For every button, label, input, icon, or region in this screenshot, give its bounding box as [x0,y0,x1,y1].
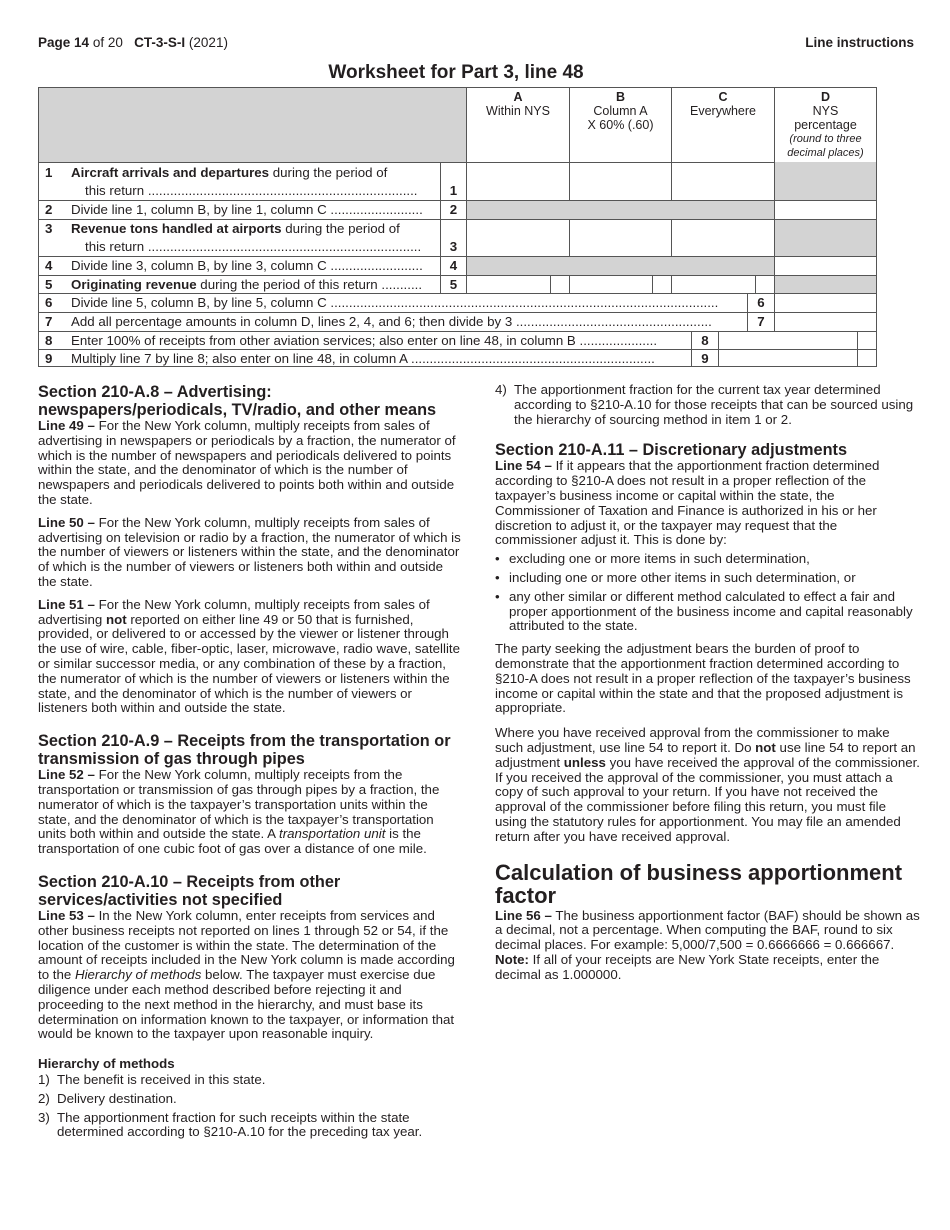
input-8-cents[interactable] [858,331,876,349]
input-6d[interactable] [775,293,876,312]
hierarchy-list [38,1073,463,1140]
shaded-3d [775,220,876,256]
line-box-6: 6 [747,293,775,312]
column-a-header: A Within NYS [467,88,570,162]
line-box-9: 9 [691,349,719,367]
form-year: (2021) [188,35,228,50]
hierarchy-item: 4) The apportionment fraction for the current tax year determined according to §210-A.10 for those receipts that can be sourced using the hierarchy of sourcing method in item 1 or 2. [495,382,914,427]
burden-of-proof-paragraph: The party seeking the adjustment bears the burden of proof to demonstrate that the apportionment fraction determined according to §210-A does not result in a proper reflection of the taxpayer’s business income or capital within the state and that the proposed adjustment is appropriate. [495,641,911,716]
input-2d[interactable] [775,200,876,219]
right-column [495,383,920,991]
hierarchy-item: 3) The apportionment fraction for such receipts within the state determined according to §210-A.10 for the preceding tax year. [38,1109,423,1140]
column-b-header: B Column A X 60% (.60) [570,88,672,162]
section-header: Line instructions [805,35,914,50]
input-9-cents[interactable] [858,349,876,367]
baf-section-title: Calculation of business apportionment factor [495,859,903,908]
section-210a10-title: Section 210-A.10 – Receipts from other services/activities not specified [38,872,341,909]
row-3-label-cont: this return .......................................................................... [85,239,422,254]
row-1-label: 1 Aircraft arrivals and departures during the period of [45,165,388,180]
approval-paragraph: Where you have received approval from the commissioner to make such adjustment, use line 54 to report it. Do not use line 54 to report an adjustment unless you have received the approval of the commissioner. If you received the approval of the commissioner, you must attach a copy of such approval to your return. If you have not received the approval of the commissioner before filing this return, you must file using the statutory rules for apportionment. You may file an amended return after you have received approval. [495,725,921,844]
shaded-4abc [467,257,775,275]
input-4d[interactable] [775,256,876,275]
line-52-instruction: Line 52 – For the New York column, multiply receipts from the transportation or transmission of gas through pipes by a fraction, the numerator of which is the taxpayer’s transportation units within the state, and the denominator of which is the taxpayer’s transportation units both within and outside the state. A transportation unit is the transportation of one cubic foot of gas over a distance of one mile. [38,767,440,857]
column-c-header: C Everywhere [672,88,775,162]
page-number: 14 [74,35,90,50]
input-7d[interactable] [775,312,876,331]
worksheet-table [38,87,877,367]
section-210a9-title: Section 210-A.9 – Receipts from the transportation or transmission of gas through pipes [38,732,451,769]
line-box-2: 2 [440,200,467,219]
line-box-7: 7 [747,312,775,331]
left-column [38,383,463,1144]
input-1c[interactable] [672,162,775,200]
hierarchy-list-cont [495,383,920,427]
line-49-instruction: Line 49 – For the New York column, multiply receipts from sales of advertising in newspapers or periodicals by a fraction, the numerator of which is the number of newspapers and periodicals delivered to points within the state, and the denominator of which is the number of newspapers and periodicals delivered to points both within and outside the state. [38,418,456,507]
row-9-label: 9 Multiply line 7 by line 8; also enter on line 48, in column A .................................................................. [45,351,655,366]
input-3a[interactable] [467,219,570,256]
page-label: Page [38,35,71,50]
header-blank-cell [39,88,467,162]
input-3b[interactable] [570,219,672,256]
bullet-item: • including one or more other items in such determination, or [495,569,856,585]
worksheet-title: Worksheet for Part 3, line 48 [328,62,584,83]
input-5c[interactable] [672,275,756,293]
shaded-5d [775,276,876,293]
input-8[interactable] [719,331,858,349]
form-id: CT-3-S-I [134,35,186,50]
line-54-instruction: Line 54 – If it appears that the apportionment fraction determined according to §210-A does not result in a proper reflection of the taxpayer’s business income or capital within the state, the Commissioner of Taxation and Finance is authorized in his or her discretion to adjust it, or the taxpayer may request that the commissioner adjust it. This is done by: [495,458,880,548]
line-box-5: 5 [440,275,467,293]
row-4-label: 4 Divide line 3, column B, by line 3, column C ......................... [45,258,423,273]
input-5b-cents[interactable] [653,275,672,293]
bullet-item: • any other similar or different method calculated to effect a fair and proper apportionment of the business income and capital reasonably attributed to the state. [495,588,913,634]
row-7-label: 7 Add all percentage amounts in column D, lines 2, 4, and 6; then divide by 3 ..................................................... [45,314,712,329]
page-header-left [38,35,228,50]
input-9[interactable] [719,349,858,367]
line-50-instruction: Line 50 – For the New York column, multiply receipts from sales of advertising on television or radio by a fraction, the numerator of which is the number of viewers or listeners within the state, and the denominator of which is the number of viewers or listeners both within and outside the state. [38,514,461,589]
hierarchy-item: 2) Delivery destination. [38,1090,177,1106]
row-6-label: 6 Divide line 5, column B, by line 5, column C ......................................................................................................... [45,295,719,310]
input-5a-cents[interactable] [551,275,570,293]
row-2-label: 2 Divide line 1, column B, by line 1, column C ......................... [45,202,423,217]
shaded-1d [775,162,876,200]
input-1a[interactable] [467,162,570,200]
bullet-item: • excluding one or more items in such determination, [495,551,810,567]
adjustment-methods-list [495,552,920,634]
line-box-4: 4 [440,256,467,275]
line-53-instruction: Line 53 – In the New York column, enter receipts from services and other business receipts not reported on lines 1 through 52 or 54, if the location of the customer is within the state. The determination of the amount of receipts included in the New York column is made according to the Hierarchy of methods below. The taxpayer must exercise due diligence under each method described before rejecting it and proceeding to the next method in the hierarchy, and must base its determination on information known to the taxpayer, or information that would be known to the taxpayer upon reasonable inquiry. [38,907,455,1042]
line-box-3: 3 [440,219,467,256]
line-51-instruction: Line 51 – For the New York column, multiply receipts from sales of advertising not reported on either line 49 or 50 that is furnished, provided, or delivered to or accessed by the viewer or listener through the use of wire, cable, fiber-optic, laser, microwave, radio wave, satellite or similar successor media, or any combination of these by a fraction, the numerator of which is the number of viewers or listeners within the state, and the denominator of which is the number of viewers or listeners both within and outside the state. [38,596,460,716]
line-56-instruction: Line 56 – The business apportionment factor (BAF) should be shown as a decimal, not a percentage. When computing the BAF, round to six decimal places. For example: 5,000/7,500 = 0.6666666 = 0.666667. Note: If all of your receipts are New York State receipts, enter the decimal as 1.000000. [495,907,920,982]
page-of: of 20 [92,35,123,50]
row-3-label: 3 Revenue tons handled at airports during the period of [45,221,400,236]
column-d-header: D NYS percentage (round to three decimal places) [787,90,864,159]
input-3c[interactable] [672,219,775,256]
row-5-label: 5 Originating revenue during the period of this return ........... [45,277,423,292]
row-8-label: 8 Enter 100% of receipts from other aviation services; also enter on line 48, in column B ..................... [45,333,658,348]
line-box-8: 8 [691,331,719,349]
section-210a8-title: Section 210-A.8 – Advertising: newspapers/periodicals, TV/radio, and other means [38,383,437,419]
section-210a11-title: Section 210-A.11 – Discretionary adjustments [495,441,847,460]
input-5c-cents[interactable] [756,275,775,293]
hierarchy-item: 1) The benefit is received in this state. [38,1072,266,1088]
input-1b[interactable] [570,162,672,200]
row-1-label-cont: this return ......................................................................... [85,183,418,198]
line-box-1: 1 [440,162,467,200]
input-5b[interactable] [570,275,653,293]
hierarchy-title: Hierarchy of methods [38,1056,175,1072]
input-5a[interactable] [467,275,551,293]
shaded-2abc [467,201,775,219]
